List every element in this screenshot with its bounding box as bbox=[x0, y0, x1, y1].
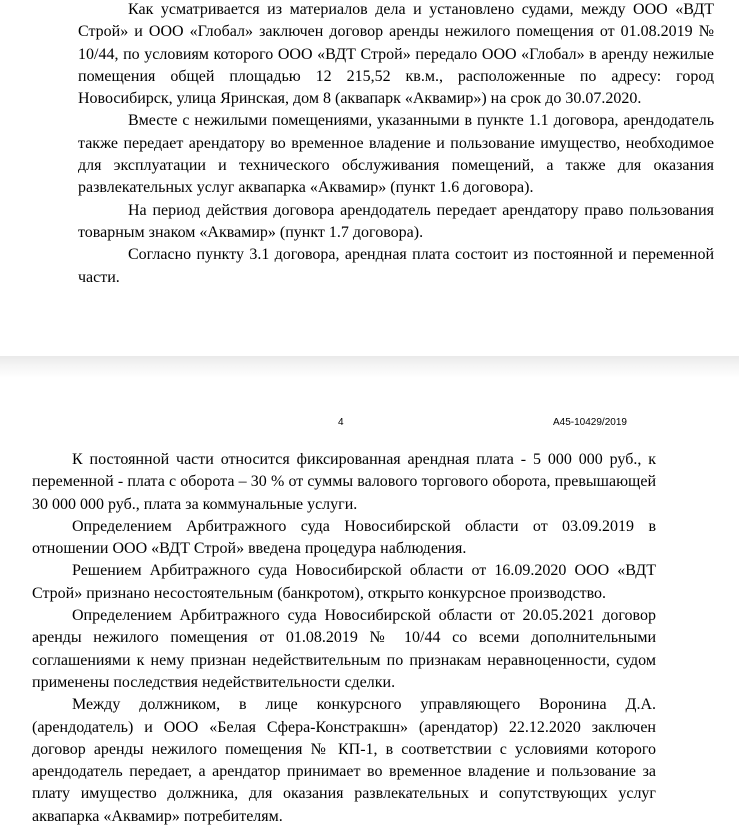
page-separator bbox=[0, 356, 739, 378]
page-top-text bbox=[78, 0, 714, 289]
document-page-top bbox=[0, 0, 739, 356]
page-number: 4 bbox=[338, 417, 344, 428]
paragraph-rent-structure: Согласно пункту 3.1 договора, арендная плата состоит из постоянной и переменной части. bbox=[78, 246, 714, 286]
paragraph-lease-agreement: Как усматривается из материалов дела и установлено судами, между ООО «ВДТ Строй» и ООО «Глобал» заключен договор аренды нежилого помещения от 01.08.2019 № 10/44, по условиям которого ООО «ВДТ Строй» передало ООО «Глобал» в аренду нежилые помещения общей площадью 12 215,52 кв.м., расположенные по адресу: город Новосибирск, улица Яринская, дом 8 (аквапарк «Аквамир») на срок до 30.07.2020. bbox=[78, 1, 714, 108]
paragraph-supervision: Определением Арбитражного суда Новосибирской области от 03.09.2019 в отношении ООО «ВДТ Строй» введена процедура наблюдения. bbox=[32, 517, 656, 558]
paragraph-new-lease: Между должником, в лице конкурсного управляющего Воронина Д.А. (арендодатель) и ООО «Белая Сфера-Констракшн» (арендатор) 22.12.2020 заключен договор аренды нежилого помещения № КП-1, в соответствии с условиями которого арендодатель передает, а арендатор принимает во временное владение и пользование за плату имущество должника, для оказания развлекательных и сопутствующих услуг аквапарка «Аквамир» потребителям. bbox=[32, 696, 656, 825]
paragraph-property-transfer: Вместе с нежилыми помещениями, указанными в пункте 1.1 договора, арендодатель также передает арендатору во временное владение и пользование имущество, необходимое для эксплуатации и технического обслуживания помещений, а также для оказания развлекательных услуг аквапарка «Аквамир» (пункт 1.6 договора). bbox=[78, 112, 714, 197]
page-bottom-text bbox=[32, 449, 656, 828]
document-page-bottom bbox=[0, 378, 739, 827]
case-number: А45-10429/2019 bbox=[553, 417, 627, 428]
paragraph-trademark: На период действия договора арендодатель передает арендатору право пользования товарным знаком «Аквамир» (пункт 1.7 договора). bbox=[78, 201, 714, 241]
paragraph-invalidation: Определением Арбитражного суда Новосибирской области от 20.05.2021 договор аренды нежилого помещения от 01.08.2019 № 10/44 со всеми дополнительными соглашениями к нему признан недействительным по признакам неравноценности, судом применены последствия недействительности сделки. bbox=[32, 607, 656, 691]
paragraph-bankruptcy: Решением Арбитражного суда Новосибирской области от 16.09.2020 ООО «ВДТ Строй» признано несостоятельным (банкротом), открыто конкурсное производство. bbox=[32, 562, 656, 602]
paragraph-rent-parts: К постоянной части относится фиксированная арендная плата - 5 000 000 руб., к переменной - плата с оборота – 30 % от суммы валового торгового оборота, превышающей 30 000 000 руб., плата за коммунальные услуги. bbox=[32, 451, 656, 513]
